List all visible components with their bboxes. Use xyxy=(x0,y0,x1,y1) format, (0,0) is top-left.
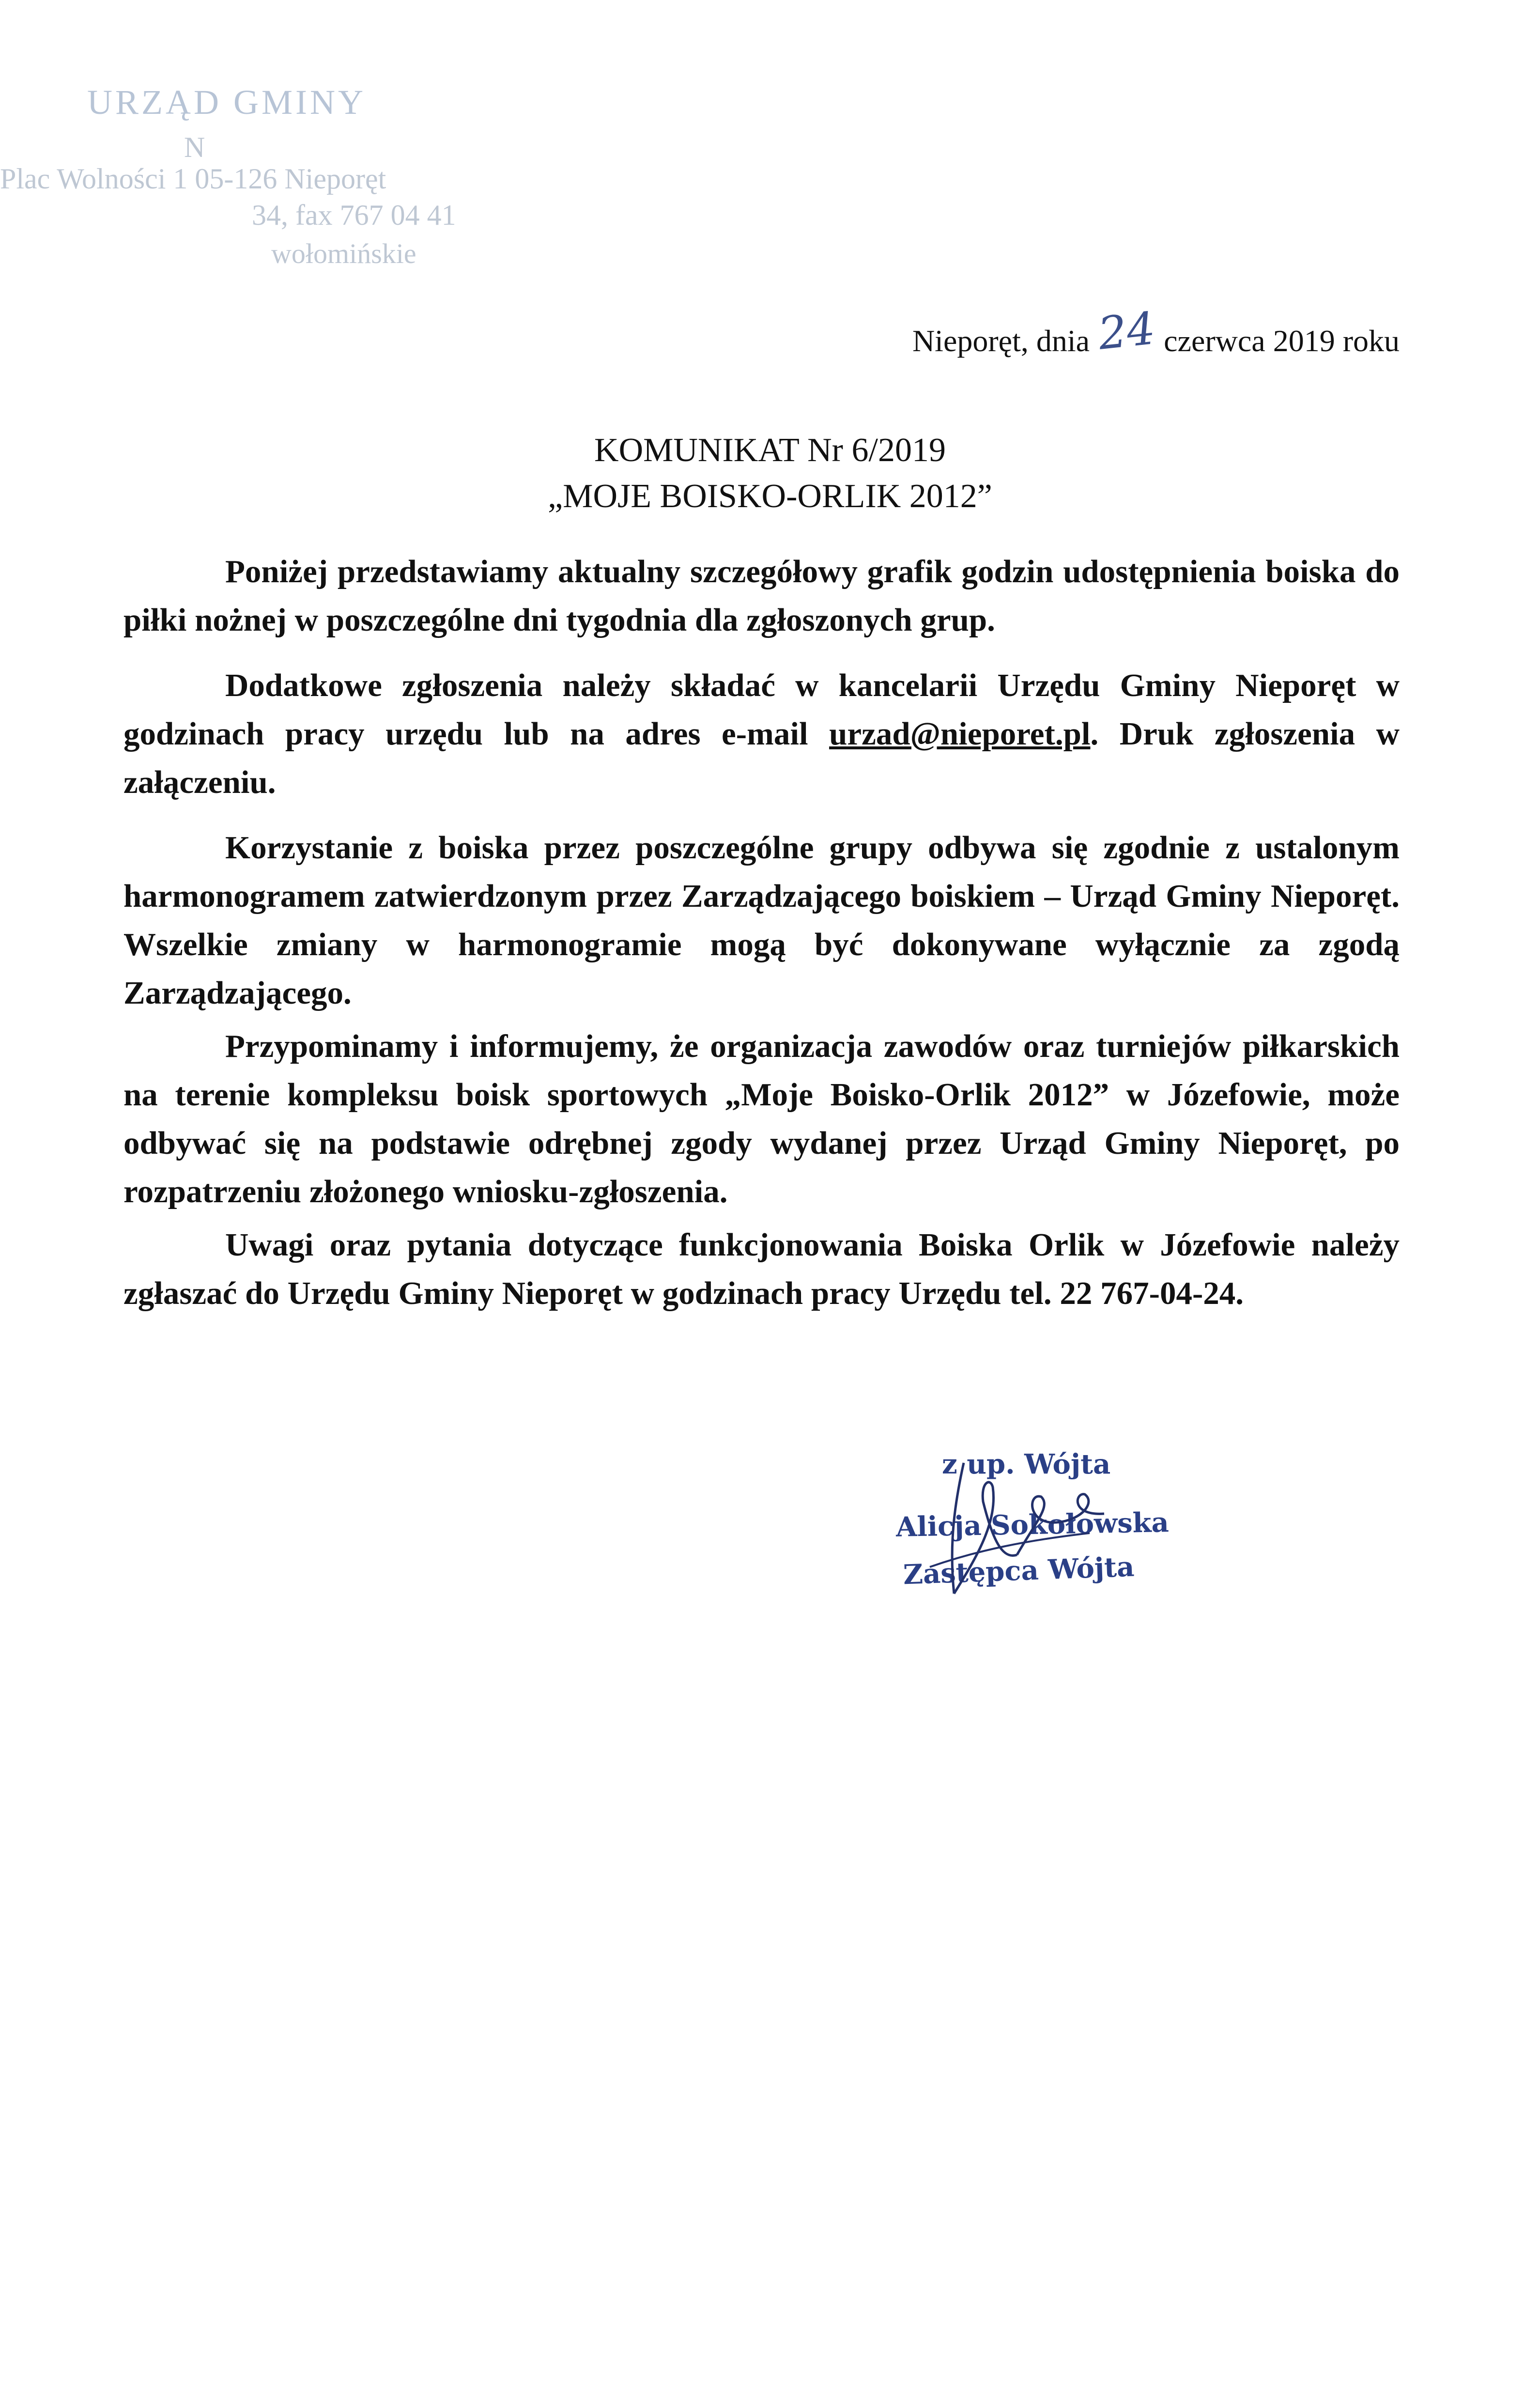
email-link[interactable]: urzad@nieporet.pl xyxy=(829,716,1091,752)
paragraph-text: . Druk zgłoszenia w załączeniu. xyxy=(123,716,1400,800)
date-day-handwritten: 24 xyxy=(1095,302,1158,360)
stamp-line: wołomińskie xyxy=(271,238,416,269)
paragraph-contact: Uwagi oraz pytania dotyczące funkcjonowania Boiska Orlik w Józefowie należy zgłaszać do Urzędu Gminy Nieporęt w godzinach pracy Urzędu tel. 22 767-04-24. xyxy=(123,1227,1400,1311)
stamp-line: N xyxy=(184,131,205,163)
document-title: KOMUNIKAT Nr 6/2019 xyxy=(594,432,946,469)
stamp-line: URZĄD GMINY xyxy=(87,83,366,122)
stamp-line: 34, fax 767 04 41 xyxy=(252,199,456,231)
document-subtitle: „MOJE BOISKO-ORLIK 2012” xyxy=(548,478,992,515)
signature-stamp xyxy=(881,1448,1220,1623)
paragraph-usage: Korzystanie z boiska przez poszczególne grupy odbywa się zgodnie z ustalonym harmonogramem zatwierdzonym przez Zarządzającego boiskiem – Urząd Gminy Nieporęt. Wszelkie zmiany w harmonogramie mogą być dokonywane wyłącznie za zgodą Zarządzającego. xyxy=(123,830,1400,1011)
date-prefix: Nieporęt, dnia xyxy=(912,324,1090,358)
handwritten-signature xyxy=(881,1448,1220,1623)
date-suffix: czerwca 2019 roku xyxy=(1164,324,1400,358)
paragraph-applications xyxy=(123,661,1400,806)
paragraph-text: Dodatkowe zgłoszenia należy składać w kancelarii Urzędu Gminy Nieporęt w godzinach pracy urzędu lub na adres e-mail xyxy=(123,667,1400,752)
paragraph-tournaments: Przypominamy i informujemy, że organizacja zawodów oraz turniejów piłkarskich na terenie kompleksu boisk sportowych „Moje Boisko-Orlik 2012” w Józefowie, może odbywać się na podstawie odrębnej zgody wydanej przez Urząd Gminy Nieporęt, po rozpatrzeniu złożonego wniosku-zgłoszenia. xyxy=(123,1028,1400,1209)
signature-role: Zastępca Wójta xyxy=(902,1550,1135,1591)
document-date xyxy=(912,302,1400,362)
signature-name: Alicja Sokołowska xyxy=(895,1506,1170,1543)
stamp-line: Plac Wolności 1 05-126 Nieporęt xyxy=(0,163,386,195)
signature-line: z up. Wójta xyxy=(942,1448,1111,1480)
paragraph-schedule: Poniżej przedstawiamy aktualny szczegółowy grafik godzin udostępnienia boiska do piłki nożnej w poszczególne dni tygodnia dla zgłoszonych grup. xyxy=(123,554,1400,638)
